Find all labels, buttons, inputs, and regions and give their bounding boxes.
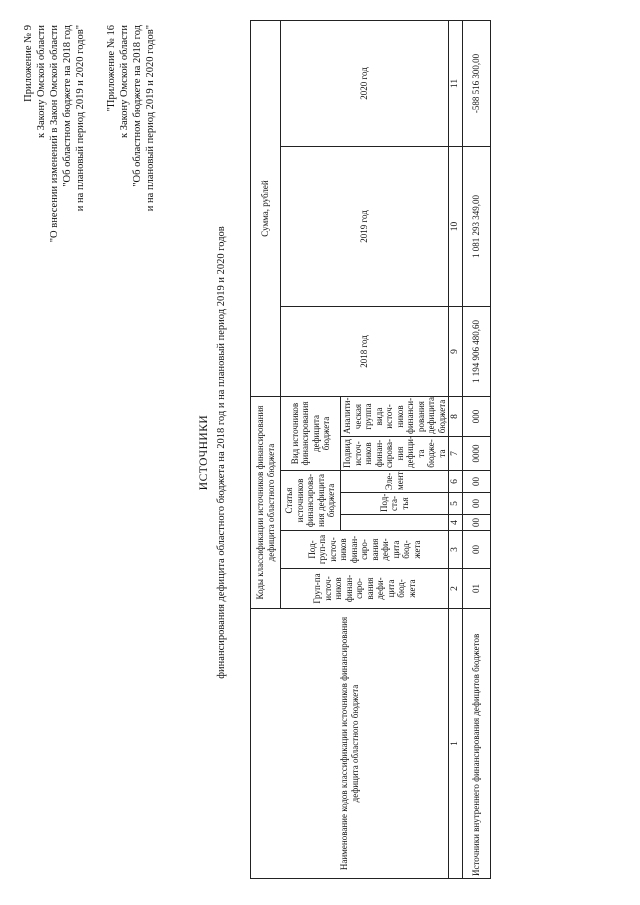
colnum-5: 5	[449, 493, 463, 515]
document-title: ИСТОЧНИКИ	[198, 414, 210, 491]
appendix-line-1: Приложение № 9	[23, 25, 34, 102]
appendix-line-4: "Об областном бюджете на 2018 год	[62, 25, 73, 187]
colnum-1: 1	[449, 609, 463, 879]
colnum-2: 2	[449, 569, 463, 609]
sources-table	[250, 20, 491, 879]
header-element: Эле-мент	[341, 471, 449, 493]
appendix-header	[22, 25, 87, 905]
header-subkind: Подвид источ-ников финан-сирова-ния дефици-та бюдже-та	[341, 437, 449, 471]
header-subgroup: Под-груп-па источ-ников финан-сиро-вания дефи-цита бюд-жета	[281, 531, 449, 569]
header-sum: Сумма, рублей	[251, 20, 281, 396]
appendix2-line-3: "Об областном бюджете на 2018 год	[132, 25, 143, 187]
row-value-2020: -588 516 300,00	[463, 20, 491, 146]
row-analytic: 000	[463, 396, 491, 436]
appendix-line-5: и на плановый период 2019 и 2020 годов"	[75, 25, 86, 212]
row-value-2019: 1 081 293 349,00	[463, 146, 491, 306]
appendix-header-2	[105, 25, 157, 905]
appendix2-line-1: "Приложение № 16	[106, 25, 117, 112]
colnum-10: 10	[449, 146, 463, 306]
appendix2-line-2: к Закону Омской области	[119, 25, 130, 139]
document-subtitle: финансирования дефицита областного бюджета на 2018 год и на плановый период 2019 и 2020 годов	[216, 226, 227, 679]
row-subarticle: 00	[463, 493, 491, 515]
header-subarticle: Под-ста-тья	[341, 493, 449, 515]
colnum-7: 7	[449, 437, 463, 471]
colnum-8: 8	[449, 396, 463, 436]
header-article: Статья источников финансирова-ния дефицита бюджета	[281, 471, 341, 531]
row-element: 00	[463, 471, 491, 493]
colnum-3: 3	[449, 531, 463, 569]
header-year-2020: 2020 год	[281, 20, 449, 146]
colnum-9: 9	[449, 306, 463, 396]
row-name: Источники внутреннего финансирования дефицитов бюджетов	[463, 609, 491, 879]
row-group: 01	[463, 569, 491, 609]
header-year-2018: 2018 год	[281, 306, 449, 396]
row-subkind: 0000	[463, 437, 491, 471]
row-value-2018: 1 194 906 480,60	[463, 306, 491, 396]
appendix-line-2: к Закону Омской области	[36, 25, 47, 139]
row-article: 00	[463, 515, 491, 531]
colnum-6: 6	[449, 471, 463, 493]
header-codes: Коды классификации источников финансирования дефицита областного бюджета	[251, 396, 281, 608]
header-kind: Вид источников финансирования дефицита бюджета	[281, 396, 341, 470]
header-name-col: Наименование кодов классификации источников финансирования дефицита областного бюджета	[251, 609, 449, 879]
appendix-line-3: "О внесении изменений в Закон Омской области	[49, 25, 60, 243]
header-article-blank	[341, 515, 449, 531]
table-row	[463, 20, 491, 878]
colnum-11: 11	[449, 20, 463, 146]
header-year-2019: 2019 год	[281, 146, 449, 306]
row-subgroup: 00	[463, 531, 491, 569]
colnum-4: 4	[449, 515, 463, 531]
appendix2-line-4: и на плановый период 2019 и 2020 годов"	[145, 25, 156, 212]
header-analytic: Аналити-ческая группа вида источ-ников финанси-рования дефицита бюджета	[341, 396, 449, 436]
header-group: Груп-па источ-ников финан-сиро-вания дефи-цита бюд-жета	[281, 569, 449, 609]
